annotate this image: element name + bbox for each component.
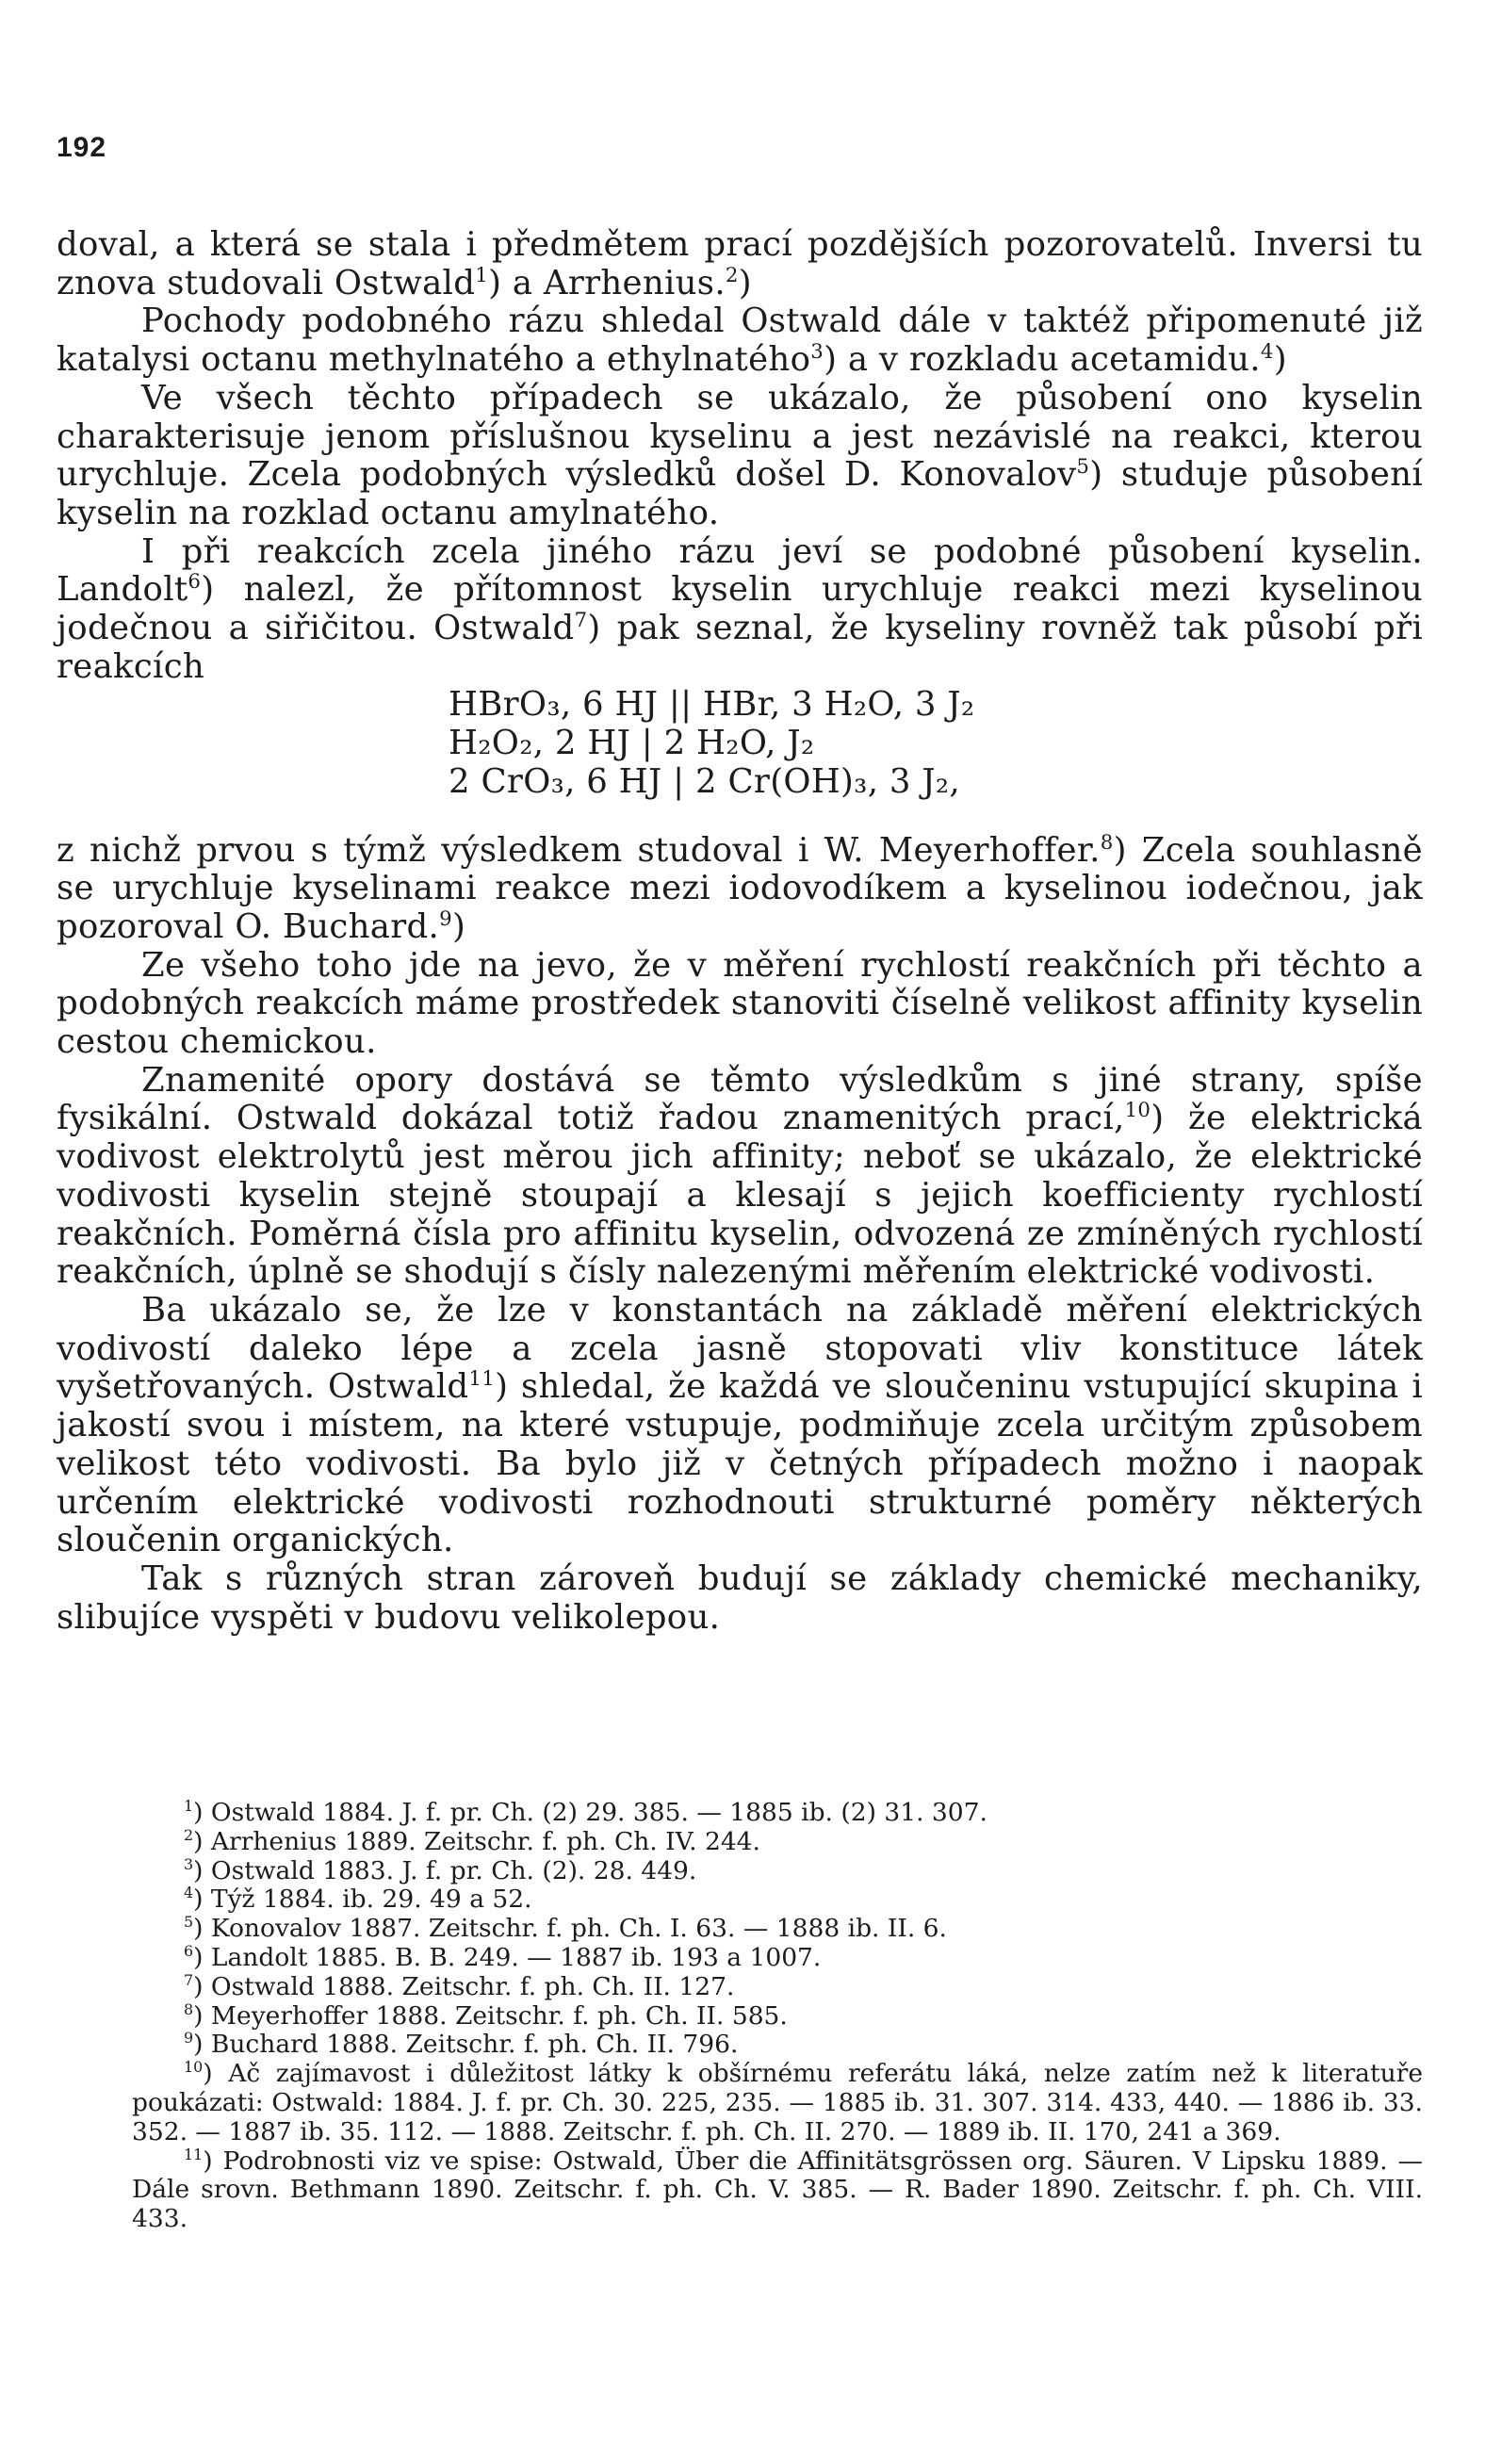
footnote-mark: 11: [184, 2145, 204, 2163]
footnote-ref: 3: [810, 340, 824, 365]
footnote: [57, 1944, 1423, 1973]
footnote-mark: 8: [184, 1999, 194, 2018]
footnote: [57, 1915, 1423, 1944]
formula-line: H₂O₂, 2 HJ | 2 H₂O, J₂: [449, 724, 815, 763]
paragraphs-before-formulas: [57, 226, 1423, 686]
footnote-ref: 10: [1124, 1099, 1151, 1123]
footnote-text: Ostwald 1884. J. f. pr. Ch. (2) 29. 385. — 1885 ib. (2) 31. 307.: [210, 1798, 987, 1827]
footnote-text: Týž 1884. ib. 29. 49 a 52.: [210, 1885, 532, 1915]
main-text: [57, 226, 1423, 1637]
footnote-paren: ): [193, 1826, 211, 1856]
text-run: ): [451, 906, 466, 946]
footnote-ref: 9: [439, 907, 452, 932]
footnote-text: Podrobnosti viz ve spise: Ostwald, Über die Affinitätsgrössen org. Säuren. V Lipsku 1889. — Dále srovn. Bethmann 1890. Zeitschr. f. ph. Ch. V. 385. — R. Bader 1890. Zeitschr. f. ph. Ch. VIII. 433.: [132, 2146, 1423, 2234]
footnote-mark: 5: [184, 1913, 194, 1932]
text-run: Pochody podobného rázu shledal Ostwald dále v taktéž připomenuté již katalysi octanu methylnatého a ethylnatého: [57, 302, 1423, 380]
paragraph: [57, 226, 1423, 302]
footnote-paren: ): [193, 1855, 211, 1885]
footnote-text: Buchard 1888. Zeitschr. f. ph. Ch. II. 796.: [210, 2030, 739, 2060]
footnote: [57, 2147, 1423, 2234]
footnote-ref: 4: [1260, 340, 1274, 365]
footnote-ref: 11: [468, 1367, 496, 1392]
paragraph: [57, 1560, 1423, 1637]
paragraph: [57, 302, 1423, 379]
footnote-mark: 3: [184, 1854, 194, 1873]
footnote-mark: 2: [184, 1825, 194, 1844]
paragraph: [57, 832, 1423, 947]
paragraph: [57, 533, 1423, 687]
chemical-formulas: [57, 686, 1423, 801]
footnote-ref: 7: [574, 609, 588, 633]
footnote-text: Ostwald 1883. J. f. pr. Ch. (2). 28. 449.: [210, 1855, 697, 1885]
footnote-ref: 8: [1100, 830, 1114, 855]
paragraph: [57, 947, 1423, 1062]
text-run: ) a v rozkladu acetamidu.: [824, 340, 1261, 380]
text-run: ) shledal, že každá ve sloučeninu vstupující skupina i jakostí svou i místem, na které vstupuje, podmiňuje zcela určitým způsobem velikost této vodivosti. Ba bylo již v četných případech možno i naopak určením elektrické vodivosti rozhodnouti strukturné poměry některých sloučenin organických.: [57, 1367, 1423, 1560]
footnote-ref: 2: [725, 263, 739, 287]
footnote-paren: ): [193, 1942, 211, 1972]
text-run: Znamenité opory dostává se těmto výsledkům s jiné strany, spíše fysikální. Ostwald dokázal totiž řadou znamenitých prací,: [57, 1060, 1423, 1138]
footnote-paren: ): [203, 2059, 229, 2089]
text-run: ): [1273, 340, 1287, 380]
text-run: I při reakcích zcela jiného rázu jeví se podobné působení kyselin. Landolt: [57, 531, 1423, 610]
footnote-text: Arrhenius 1889. Zeitschr. f. ph. Ch. IV. 244.: [210, 1826, 760, 1856]
text-run: Ze všeho toho jde na jevo, že v měření rychlostí reakčních při těchto a podobných reakcích máme prostředek stanoviti číselně velikost affinity kyselin cestou chemickou.: [57, 945, 1423, 1062]
text-run: ) studuje působení kyselin na rozklad octanu amylnatého.: [57, 455, 1423, 532]
footnote-paren: ): [193, 1798, 211, 1827]
text-run: z nichž prvou s týmž výsledkem studoval i W. Meyerhoffer.: [57, 830, 1101, 870]
text-run: ) že elektrická vodivost elektrolytů jest měrou jich affinity; neboť se ukázalo, že elektrické vodivosti kyselin stejně stoupají a klesají s jejich koefficienty rychlostí reakčních. Poměrná čísla pro affinitu kyselin, odvozená ze zmíněných rychlostí reakčních, úplně se shodují s čísly nalezenými měřením elektrické vodivosti.: [57, 1099, 1423, 1292]
footnote-mark: 6: [184, 1942, 194, 1961]
footnote-text: Konovalov 1887. Zeitschr. f. ph. Ch. I. 63. — 1888 ib. II. 6.: [210, 1914, 947, 1944]
text-run: ) nalezl, že přítomnost kyselin urychluje reakci mezi kyselinou jodečnou a siřičitou. Ostwald: [57, 570, 1423, 648]
footnote-paren: ): [193, 1971, 211, 2001]
footnote-paren: ): [193, 1885, 211, 1915]
footnote: [57, 1970, 1423, 2002]
footnote-mark: 10: [184, 2058, 204, 2077]
paragraph: [57, 1292, 1423, 1560]
footnote-paren: ): [193, 2030, 211, 2060]
footnote-mark: 1: [184, 1797, 194, 1816]
footnote: [57, 2060, 1423, 2146]
text-run: doval, a která se stala i předmětem prací pozdějších pozorovatelů. Inversi tu znova studovali Ostwald: [57, 225, 1423, 302]
footnote-text: Meyerhoffer 1888. Zeitschr. f. ph. Ch. II. 585.: [210, 2000, 788, 2031]
footnote: [57, 1999, 1423, 2032]
text-run: ): [738, 263, 752, 302]
paragraphs-after-formulas: [57, 832, 1423, 1638]
footnote: [57, 1854, 1423, 1886]
text-run: ) Zcela souhlasně se urychluje kyselinami reakce mezi iodovodíkem a kyselinou iodečnou, jak pozoroval O. Buchard.: [57, 830, 1423, 946]
footnote-text: Ostwald 1888. Zeitschr. f. ph. Ch. II. 127.: [210, 1971, 735, 2001]
footnote-mark: 9: [184, 2029, 194, 2048]
footnote: [57, 1885, 1423, 1915]
paragraph: [57, 1062, 1423, 1292]
paragraph: [57, 380, 1423, 533]
footnote-ref: 5: [1076, 455, 1090, 480]
footnote-mark: 7: [184, 1970, 194, 1989]
text-run: Ve všech těchto případech se ukázalo, že působení ono kyselin charakterisuje jenom příslušnou kyselinu a jest nezávislé na reakci, kterou urychluje. Zcela podobných výsledků došel D. Konovalov: [57, 378, 1423, 495]
footnote-ref: 1: [475, 263, 489, 287]
page-number: 192: [57, 132, 107, 163]
text-run: ) a Arrhenius.: [488, 263, 726, 302]
footnote-text: Landolt 1885. B. B. 249. — 1887 ib. 193 a 1007.: [210, 1942, 822, 1972]
footnote-text: Ač zajímavost i důležitost látky k obšírnému referátu láká, nelze zatím než k literatuře poukázati: Ostwald: 1884. J. f. pr. Ch. 30. 225, 235. — 1885 ib. 31. 307. 314. 433, 440. — 1886 ib. 33. 352. — 1887 ib. 35. 112. — 1888. Zeitschr. f. ph. Ch. II. 270. — 1889 ib. II. 170, 241 a 369.: [132, 2059, 1424, 2146]
footnote-paren: ): [193, 1914, 211, 1944]
footnote-ref: 6: [188, 570, 202, 595]
text-run: Tak s různých stran zároveň budují se základy chemické mechaniky, slibujíce vyspěti v budovu velikolepou.: [57, 1558, 1423, 1637]
text-run: Ba ukázalo se, že lze v konstantách na základě měření elektrických vodivostí daleko lépe a zcela jasně stopovati vliv konstituce látek vyšetřovaných. Ostwald: [57, 1290, 1423, 1407]
formula-line: 2 CrO₃, 6 HJ | 2 Cr(OH)₃, 3 J₂,: [449, 761, 960, 801]
footnotes: [57, 1799, 1423, 2234]
footnote: [57, 2031, 1423, 2060]
footnote-paren: ): [203, 2146, 223, 2176]
footnote-mark: 4: [184, 1884, 194, 1902]
text-run: ) pak seznal, že kyseliny rovněž tak působí při reakcích: [57, 609, 1424, 686]
footnote: [57, 1799, 1423, 1828]
formula-line: HBrO₃, 6 HJ || HBr, 3 H₂O, 3 J₂: [449, 685, 975, 725]
footnote: [57, 1825, 1423, 1857]
footnote-paren: ): [193, 2000, 211, 2031]
